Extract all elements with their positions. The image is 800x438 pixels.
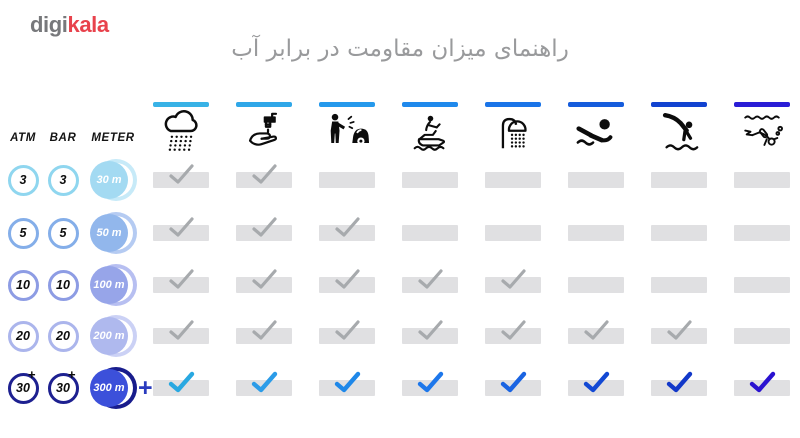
check-icon-gray bbox=[166, 266, 196, 292]
circle-value: 10 bbox=[16, 278, 30, 292]
check-icon-blue bbox=[332, 369, 362, 395]
value-circle-bar bbox=[48, 165, 79, 196]
check-cell bbox=[485, 225, 541, 241]
activity-line bbox=[236, 102, 292, 107]
activity-line bbox=[651, 102, 707, 107]
meter-circle bbox=[90, 367, 137, 409]
circle-value: 30 bbox=[16, 381, 30, 395]
circle-value: 5 bbox=[19, 226, 27, 240]
circle-value: 5 bbox=[59, 226, 67, 240]
value-circle-bar bbox=[48, 218, 79, 249]
check-cell bbox=[568, 277, 624, 293]
check-icon-gray bbox=[249, 161, 279, 187]
meter-value: 100 m bbox=[93, 279, 125, 291]
activity-line bbox=[319, 102, 375, 107]
check-cell bbox=[402, 225, 458, 241]
meter-value: 300 m bbox=[93, 382, 125, 394]
check-icon-gray bbox=[415, 266, 445, 292]
circle-value: 10 bbox=[56, 278, 70, 292]
logo-kala-text: kala bbox=[67, 12, 109, 37]
scuba-icon bbox=[739, 109, 785, 155]
logo-digi-text: digi bbox=[30, 12, 68, 37]
circle-value: 3 bbox=[19, 173, 27, 187]
check-icon-gray bbox=[498, 317, 528, 343]
header-bar: BAR bbox=[49, 132, 77, 144]
rain-icon bbox=[158, 109, 204, 155]
check-cell bbox=[734, 277, 790, 293]
check-icon-blue bbox=[415, 369, 445, 395]
check-icon-blue bbox=[166, 369, 196, 395]
check-icon-gray bbox=[166, 161, 196, 187]
header-meter: METER bbox=[91, 132, 135, 144]
check-icon-gray bbox=[249, 317, 279, 343]
meter-circle bbox=[90, 212, 137, 254]
check-icon-gray bbox=[581, 317, 611, 343]
jet-ski-icon bbox=[407, 109, 453, 155]
circle-value: 3 bbox=[59, 173, 67, 187]
hand-wash-icon bbox=[241, 109, 287, 155]
meter-value-circle bbox=[90, 266, 128, 304]
check-icon-gray bbox=[166, 317, 196, 343]
car-wash-icon bbox=[324, 109, 370, 155]
check-icon-blue bbox=[664, 369, 694, 395]
meter-circle bbox=[90, 315, 137, 357]
check-icon-gray bbox=[332, 317, 362, 343]
value-circle-atm bbox=[8, 218, 39, 249]
meter-value-circle bbox=[90, 161, 128, 199]
check-icon-blue bbox=[249, 369, 279, 395]
circle-value: 20 bbox=[16, 329, 30, 343]
meter-value-circle bbox=[90, 214, 128, 252]
plus-mark: + bbox=[68, 367, 76, 382]
activity-line bbox=[568, 102, 624, 107]
value-circle-bar bbox=[48, 321, 79, 352]
check-cell bbox=[734, 225, 790, 241]
activity-line bbox=[402, 102, 458, 107]
shower-icon bbox=[490, 109, 536, 155]
check-icon-gray bbox=[249, 214, 279, 240]
check-cell bbox=[734, 172, 790, 188]
check-icon-gray bbox=[249, 266, 279, 292]
check-icon-gray bbox=[332, 266, 362, 292]
plus-mark: + bbox=[28, 367, 36, 382]
plus-mark-meter: + bbox=[138, 374, 153, 402]
digikala-logo bbox=[30, 12, 109, 38]
meter-value-circle bbox=[90, 317, 128, 355]
check-icon-gray bbox=[332, 214, 362, 240]
check-cell bbox=[651, 225, 707, 241]
meter-circle bbox=[90, 264, 137, 306]
check-cell bbox=[402, 172, 458, 188]
meter-value: 50 m bbox=[96, 227, 122, 239]
check-icon-blue bbox=[581, 369, 611, 395]
check-icon-blue bbox=[498, 369, 528, 395]
check-icon-blue bbox=[747, 369, 777, 395]
meter-value: 200 m bbox=[93, 330, 125, 342]
swimming-icon bbox=[573, 109, 619, 155]
header-atm: ATM bbox=[10, 132, 36, 144]
check-cell bbox=[734, 328, 790, 344]
activity-line bbox=[153, 102, 209, 107]
page-title: راهنمای میزان مقاومت در برابر آب bbox=[231, 36, 569, 62]
activity-line bbox=[734, 102, 790, 107]
check-icon-gray bbox=[166, 214, 196, 240]
activity-line bbox=[485, 102, 541, 107]
value-circle-atm bbox=[8, 165, 39, 196]
circle-value: 20 bbox=[56, 329, 70, 343]
meter-circle bbox=[90, 159, 137, 201]
value-circle-bar bbox=[48, 270, 79, 301]
circle-value: 30 bbox=[56, 381, 70, 395]
check-cell bbox=[651, 277, 707, 293]
value-circle-atm bbox=[8, 270, 39, 301]
check-cell bbox=[568, 172, 624, 188]
diving-icon bbox=[656, 109, 702, 155]
check-cell bbox=[485, 172, 541, 188]
check-cell bbox=[651, 172, 707, 188]
check-icon-gray bbox=[415, 317, 445, 343]
check-icon-gray bbox=[498, 266, 528, 292]
meter-value: 30 m bbox=[96, 174, 122, 186]
value-circle-atm bbox=[8, 321, 39, 352]
check-cell bbox=[568, 225, 624, 241]
meter-value-circle bbox=[90, 369, 128, 407]
check-cell bbox=[319, 172, 375, 188]
check-icon-gray bbox=[664, 317, 694, 343]
